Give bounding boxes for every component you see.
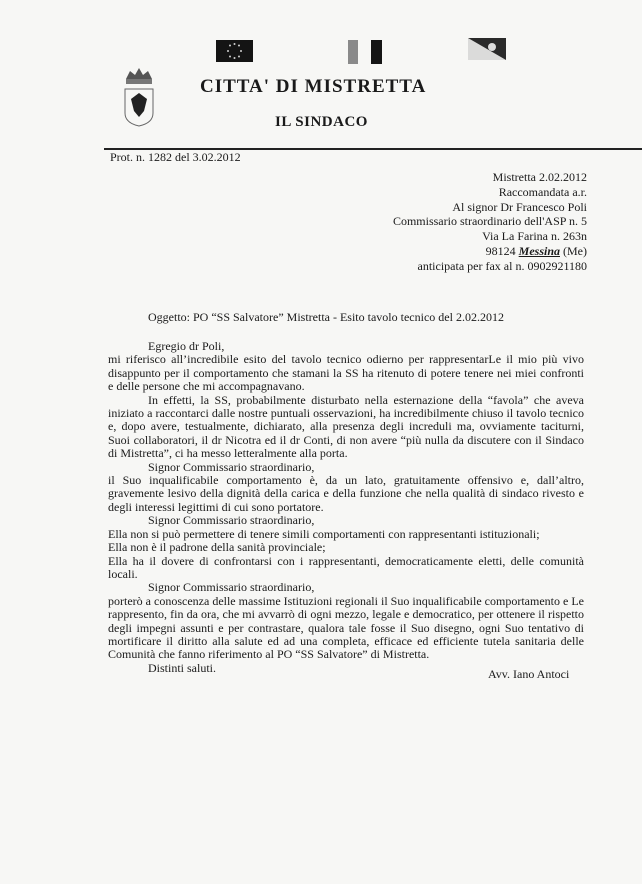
paragraph: il Suo inqualificabile comportamento è, da un lato, gratuitamente offensivo e, dall’altro, gravemente lesivo della dignità della carica e della funzione che nella qualità di sindaco rivesto e degli interessi legittimi di cui sono portatore. xyxy=(108,473,584,514)
closing: Distinti saluti. xyxy=(148,660,217,675)
page-subtitle: IL SINDACO xyxy=(275,114,368,130)
paragraph: Ella ha il dovere di confrontarsi con i rappresentanti, democraticamente eletti, delle comunità locali. xyxy=(108,553,584,581)
signature: Avv. Iano Antoci xyxy=(488,667,570,681)
address-heading: Signor Commissario straordinario, xyxy=(148,580,315,595)
protocol-number: Prot. n. 1282 del 3.02.2012 xyxy=(110,150,241,164)
salutation: Egregio dr Poli, xyxy=(148,339,225,353)
paragraph: porterò a conoscenza delle massime Istituzioni regionali il Suo inqualificabile comportamento e Le rappresento, fin da ora, che mi avvarrò di ogni mezzo, legale e democratico, per ottenere il rispetto degli impegni assunti e per contrastare, qualora tale fosse il Suo disegno, ogni Suo tentativo di mortificare il diritto alla salute ed ad una completa, efficace ed efficiente tutela sanitaria delle Comunità che fanno riferimento al PO “SS Salvatore” di Mistretta. xyxy=(108,593,584,662)
address-line: Raccomandata a.r. xyxy=(498,184,587,199)
paragraph: mi riferisco all’incredibile esito del tavolo tecnico odierno per rappresentarLe il mio più vivo disappunto per il comportamento che stamani la SS ha ritenuto di potere tenere nei miei confronti e delle persone che mi accompagnavano. xyxy=(108,352,584,394)
province: (Me) xyxy=(563,243,587,258)
city: Messina xyxy=(518,243,560,258)
fax-line: anticipata per fax al n. 0902921180 xyxy=(417,258,587,273)
address-line: Al signor Dr Francesco Poli xyxy=(452,199,587,214)
address-line: Via La Farina n. 263n xyxy=(482,229,587,244)
page-title: CITTA' DI MISTRETTA xyxy=(200,76,427,97)
address-heading: Signor Commissario straordinario, xyxy=(148,459,315,474)
address-heading: Signor Commissario straordinario, xyxy=(148,513,315,528)
paragraph: Ella non è il padrone della sanità provinciale; xyxy=(108,540,326,555)
italian-flag-icon xyxy=(348,40,382,64)
sicily-flag-icon xyxy=(468,38,506,60)
coat-of-arms-icon xyxy=(122,65,156,127)
subject-line: Oggetto: PO “SS Salvatore” Mistretta - Esito tavolo tecnico del 2.02.2012 xyxy=(148,310,504,324)
zip-code: 98124 xyxy=(485,243,516,258)
address-city-line xyxy=(393,244,587,259)
address-line: Commissario straordinario dell'ASP n. 5 xyxy=(392,214,587,229)
letter-body xyxy=(108,340,584,675)
paragraph: Ella non si può permettere di tenere simili comportamenti con rappresentanti istituzionali; xyxy=(108,526,540,541)
recipient-address xyxy=(393,170,587,274)
eu-flag-icon xyxy=(216,40,253,62)
address-line: Mistretta 2.02.2012 xyxy=(492,170,587,184)
paragraph: In effetti, la SS, probabilmente disturbato nella esternazione della “favola” che aveva iniziato a raccontarci dalle nostre puntuali osservazioni, ha incredibilmente chiuso il tavolo tecnico e, dopo avere, testualmente, dichiarato, alla presenza degli increduli ma, ovviamente taciturni, Suoi collaboratori, il dr Nicotra ed il dr Conti, di non avere “più nulla da discutere con il Sindaco di Mistretta”, ci ha messo letteralmente alla porta. xyxy=(108,392,584,461)
